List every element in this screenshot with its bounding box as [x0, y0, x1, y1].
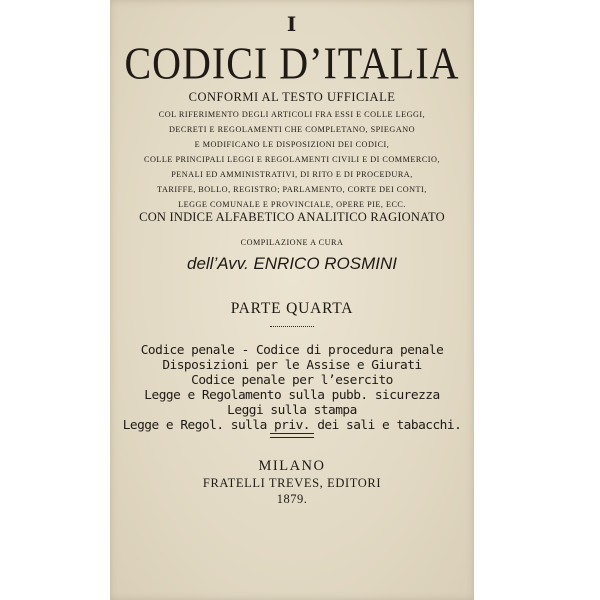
contents-line: Codice penale - Codice di procedura penale	[140, 343, 444, 358]
dotted-divider	[270, 326, 314, 327]
title-article: I	[286, 12, 298, 36]
index-line: CON INDICE ALFABETICO ANALITICO RAGIONATO	[139, 210, 445, 224]
description-line: COLLE PRINCIPALI LEGGI E REGOLAMENTI CIVILI E DI COMMERCIO,	[144, 155, 440, 164]
imprint-publisher: FRATELLI TREVES, EDITORI	[202, 476, 382, 490]
author-name: dell’Avv. ENRICO ROSMINI	[186, 254, 398, 273]
part-title: PARTE QUARTA	[230, 300, 354, 317]
compilation-label: COMPILAZIONE A CURA	[240, 238, 344, 247]
contents-line: Leggi sulla stampa	[227, 403, 357, 418]
contents-line: Disposizioni per le Assise e Giurati	[162, 358, 422, 373]
double-rule-divider	[270, 433, 314, 434]
main-title: CODICI D’ITALIA	[124, 37, 460, 89]
contents-line: Legge e Regol. sulla priv. dei sali e tabacchi.	[122, 418, 462, 433]
description-line: PENALI ED AMMINISTRATIVI, DI RITO E DI PROCEDURA,	[171, 170, 413, 179]
contents-line: Legge e Regolamento sulla pubb. sicurezza	[144, 388, 440, 403]
description-line: TARIFFE, BOLLO, REGISTRO; PARLAMENTO, CORTE DEI CONTI,	[157, 185, 427, 194]
description-line: COL RIFERIMENTO DEGLI ARTICOLI FRA ESSI E COLLE LEGGI,	[158, 110, 426, 119]
contents-line: Codice penale per l’esercito	[191, 373, 393, 388]
description-line: LEGGE COMUNALE E PROVINCIALE, OPERE PIE, ECC.	[178, 200, 406, 209]
description-line: DECRETI E REGOLAMENTI CHE COMPLETANO, SPIEGANO	[168, 125, 416, 134]
conformi-line: CONFORMI AL TESTO UFFICIALE	[188, 90, 396, 104]
imprint-year: 1879.	[276, 492, 308, 506]
imprint-city: MILANO	[258, 458, 326, 474]
description-line: E MODIFICANO LE DISPOSIZIONI DEI CODICI,	[194, 140, 390, 149]
book-title-page	[110, 0, 474, 600]
double-rule-divider	[270, 437, 314, 438]
